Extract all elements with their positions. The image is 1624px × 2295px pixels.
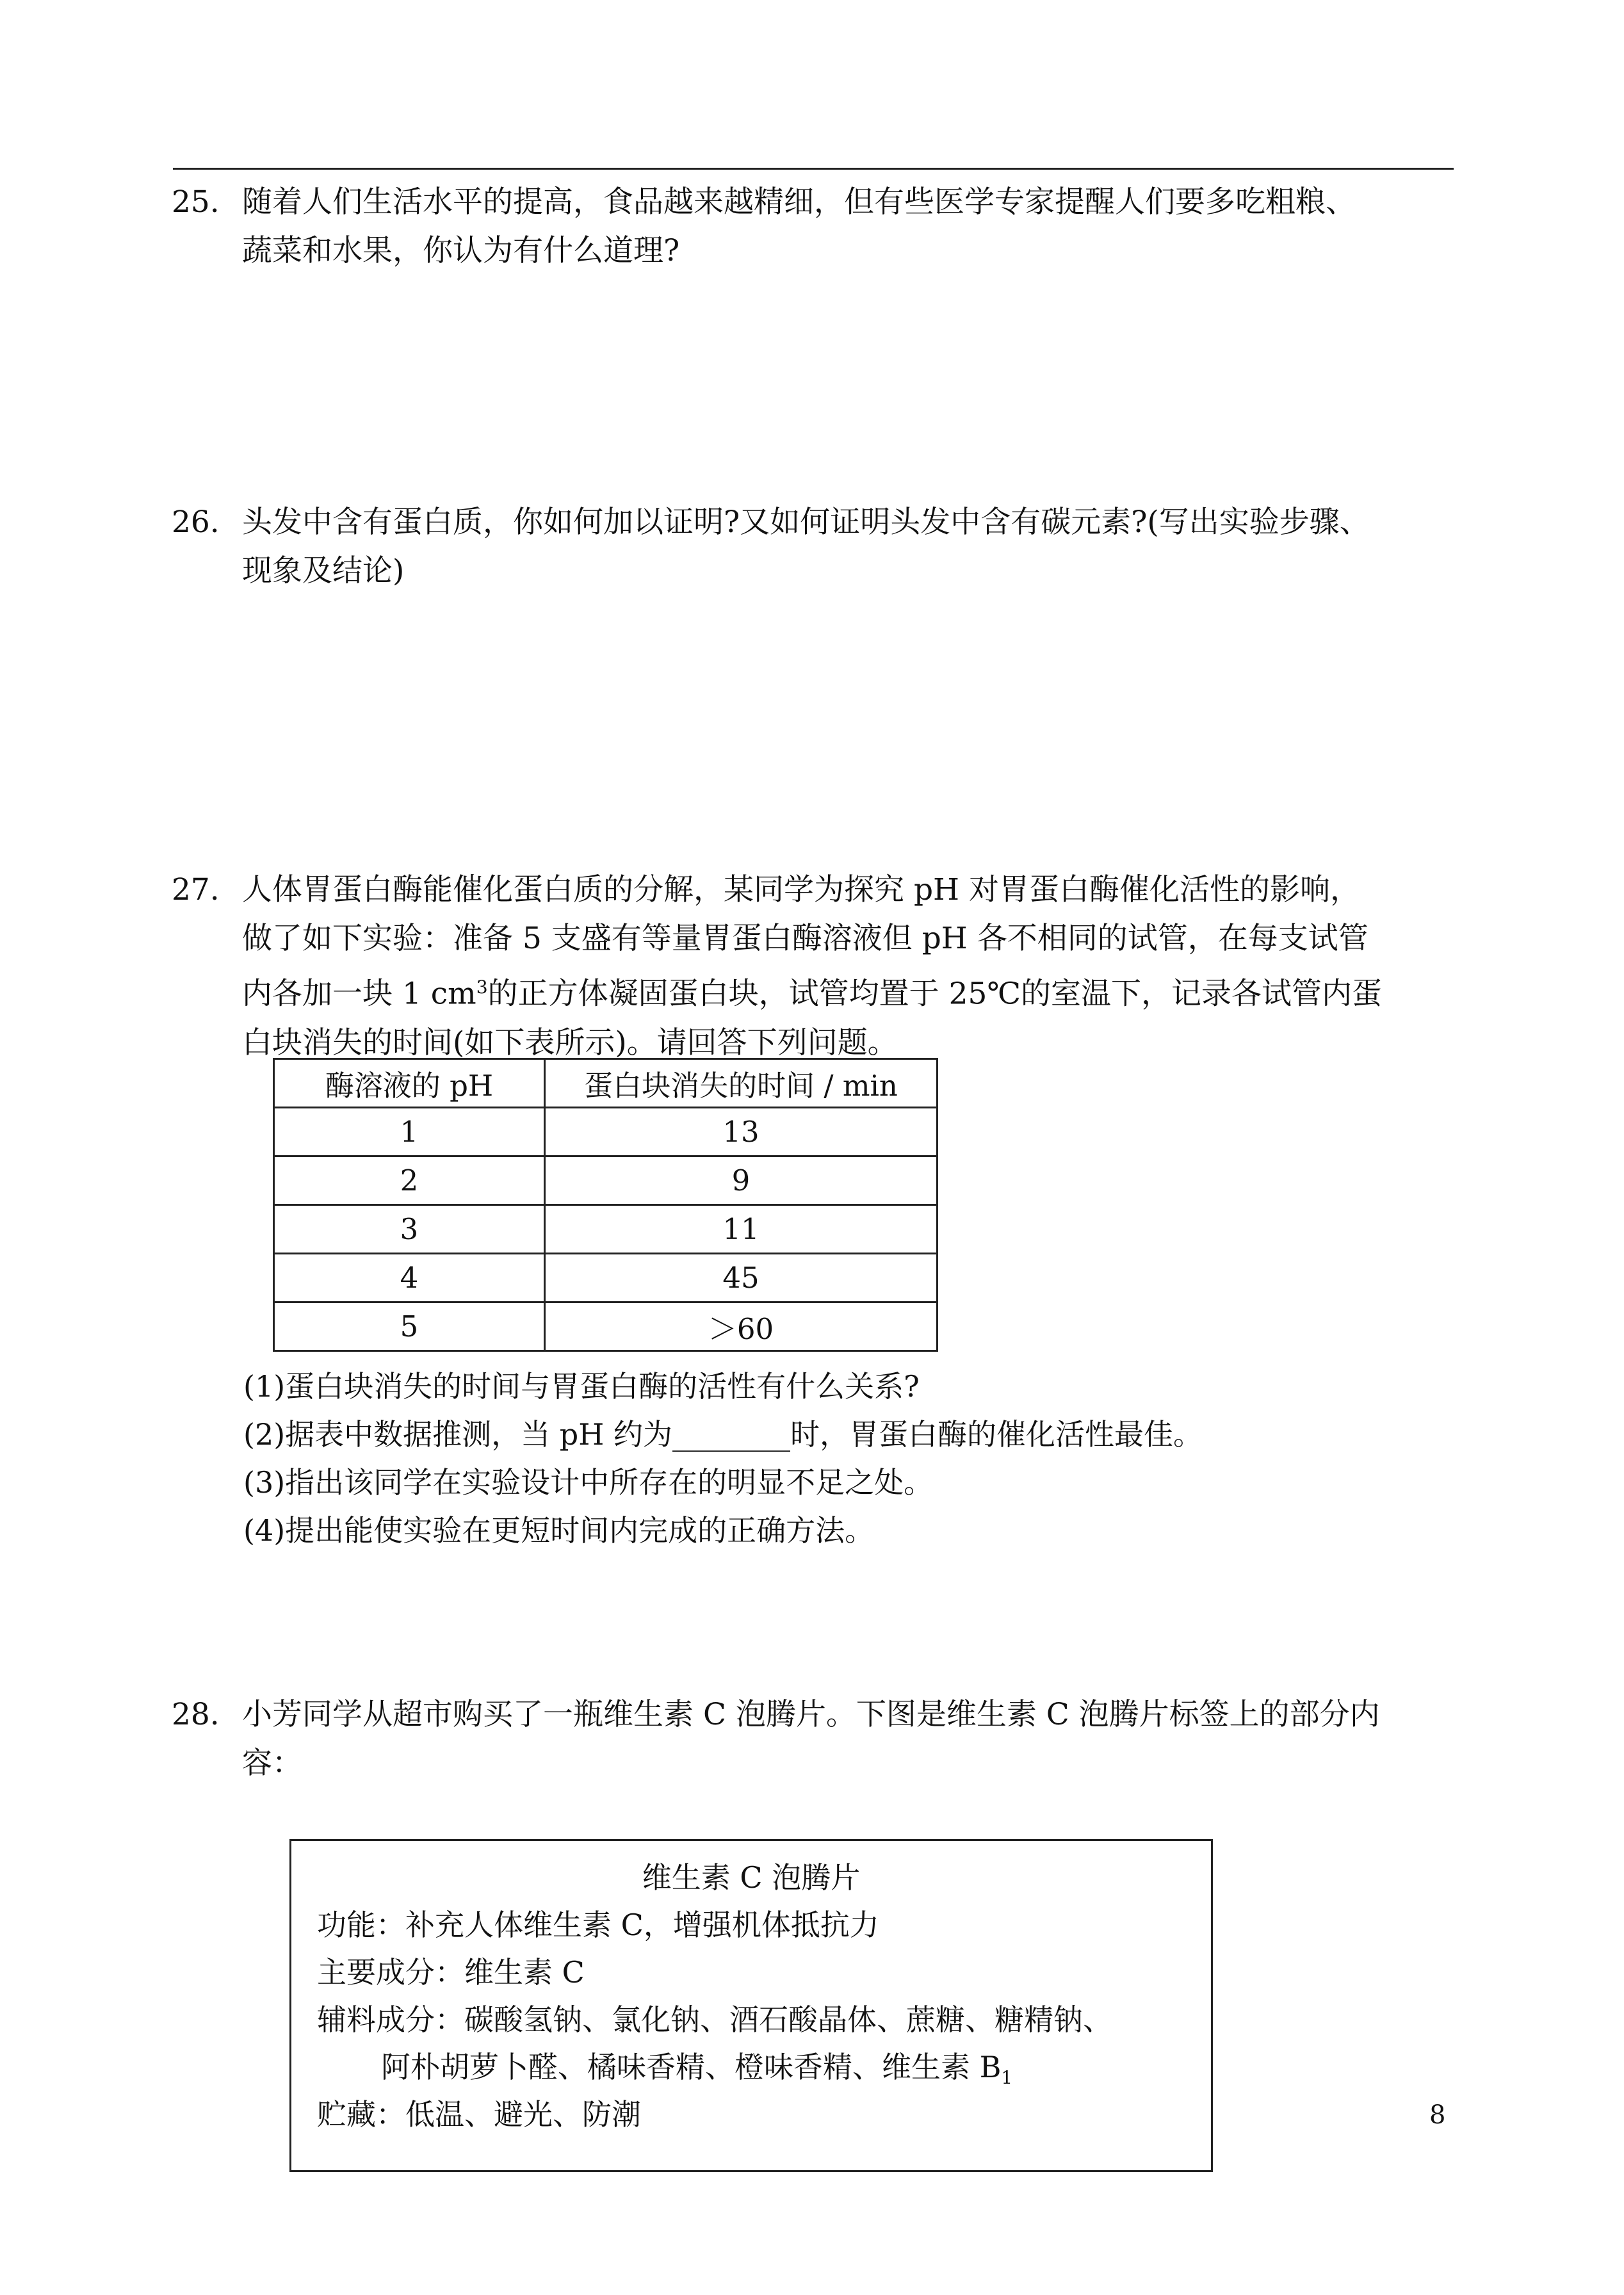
table-cell: 45 — [545, 1254, 938, 1302]
question-text: 做了如下实验：准备 5 支盛有等量胃蛋白酶溶液但 pH 各不相同的试管，在每支试管 — [242, 921, 1368, 956]
question-text: 人体胃蛋白酶能催化蛋白质的分解，某同学为探究 pH 对胃蛋白酶催化活性的影响， — [242, 872, 1360, 907]
label-auxiliary-1: 辅料成分：碳酸氢钠、氯化钠、酒石酸晶体、蔗糖、糖精钠、 — [317, 2002, 1112, 2037]
question-text: 头发中含有蛋白质，你如何加以证明?又如何证明头发中含有碳元素?(写出实验步骤、 — [242, 505, 1370, 540]
table-cell: 13 — [545, 1108, 938, 1156]
question-25 — [172, 178, 1459, 275]
subquestion-4: (4)提出能使实验在更短时间内完成的正确方法。 — [243, 1513, 875, 1548]
table-cell: 5 — [274, 1302, 545, 1351]
subquestion-2: (2)据表中数据推测，当 pH 约为________时，胃蛋白酶的催化活性最佳。 — [243, 1417, 1203, 1452]
table-row — [274, 1302, 938, 1351]
data-table — [273, 1058, 938, 1352]
page-number: 8 — [1429, 2100, 1446, 2130]
question-number: 28. — [172, 1697, 220, 1732]
question-text: 现象及结论) — [242, 553, 405, 588]
question-text: 内各加一块 1 $cm^3$的正方体凝固蛋白块，试管均置于 25℃的室温下，记录各试管内蛋 — [242, 976, 1382, 1012]
question-number: 26. — [172, 505, 220, 540]
table-cell: 2 — [274, 1156, 545, 1205]
question-28 — [172, 1691, 1459, 1788]
question-number: 27. — [172, 872, 220, 907]
table-row — [274, 1254, 938, 1302]
table-row — [274, 1108, 938, 1156]
label-main-ingredient: 主要成分：维生素 C — [317, 1955, 585, 1990]
table-header-row — [274, 1059, 938, 1108]
label-auxiliary-2: 阿朴胡萝卜醛、橘味香精、橙味香精、维生素 $B_1$ — [381, 2050, 1012, 2089]
subscript: 1 — [1001, 2067, 1012, 2089]
question-text: 容： — [242, 1746, 302, 1781]
table-header-ph: 酶溶液的 pH — [274, 1059, 545, 1108]
superscript: 3 — [476, 977, 488, 998]
subquestion-3: (3)指出该同学在实验设计中所存在的明显不足之处。 — [243, 1465, 934, 1500]
table-cell: ＞60 — [545, 1302, 938, 1351]
table-header-time: 蛋白块消失的时间 / min — [545, 1059, 938, 1108]
product-label — [289, 1839, 1213, 2172]
question-26 — [172, 498, 1459, 596]
question-text: 小芳同学从超市购买了一瓶维生素 C 泡腾片。下图是维生素 C 泡腾片标签上的部分内 — [242, 1697, 1380, 1732]
table-row — [274, 1156, 938, 1205]
table-cell: 4 — [274, 1254, 545, 1302]
table-row — [274, 1205, 938, 1254]
question-text: 随着人们生活水平的提高，食品越来越精细，但有些医学专家提醒人们要多吃粗粮、 — [242, 184, 1356, 220]
label-function: 功能：补充人体维生素 C，增强机体抵抗力 — [317, 1908, 879, 1942]
table-cell: 9 — [545, 1156, 938, 1205]
question-number: 25. — [172, 184, 220, 220]
question-text: 蔬菜和水果，你认为有什么道理? — [242, 233, 680, 268]
question-text: 白块消失的时间(如下表所示)。请回答下列问题。 — [242, 1025, 898, 1060]
table-cell: 1 — [274, 1108, 545, 1156]
table-cell: 11 — [545, 1205, 938, 1254]
table-cell: 3 — [274, 1205, 545, 1254]
subquestion-1: (1)蛋白块消失的时间与胃蛋白酶的活性有什么关系? — [243, 1369, 920, 1404]
top-rule — [173, 168, 1454, 170]
label-storage: 贮藏：低温、避光、防潮 — [317, 2097, 641, 2132]
label-title: 维生素 C 泡腾片 — [642, 1860, 861, 1895]
question-27 — [172, 866, 1459, 1067]
